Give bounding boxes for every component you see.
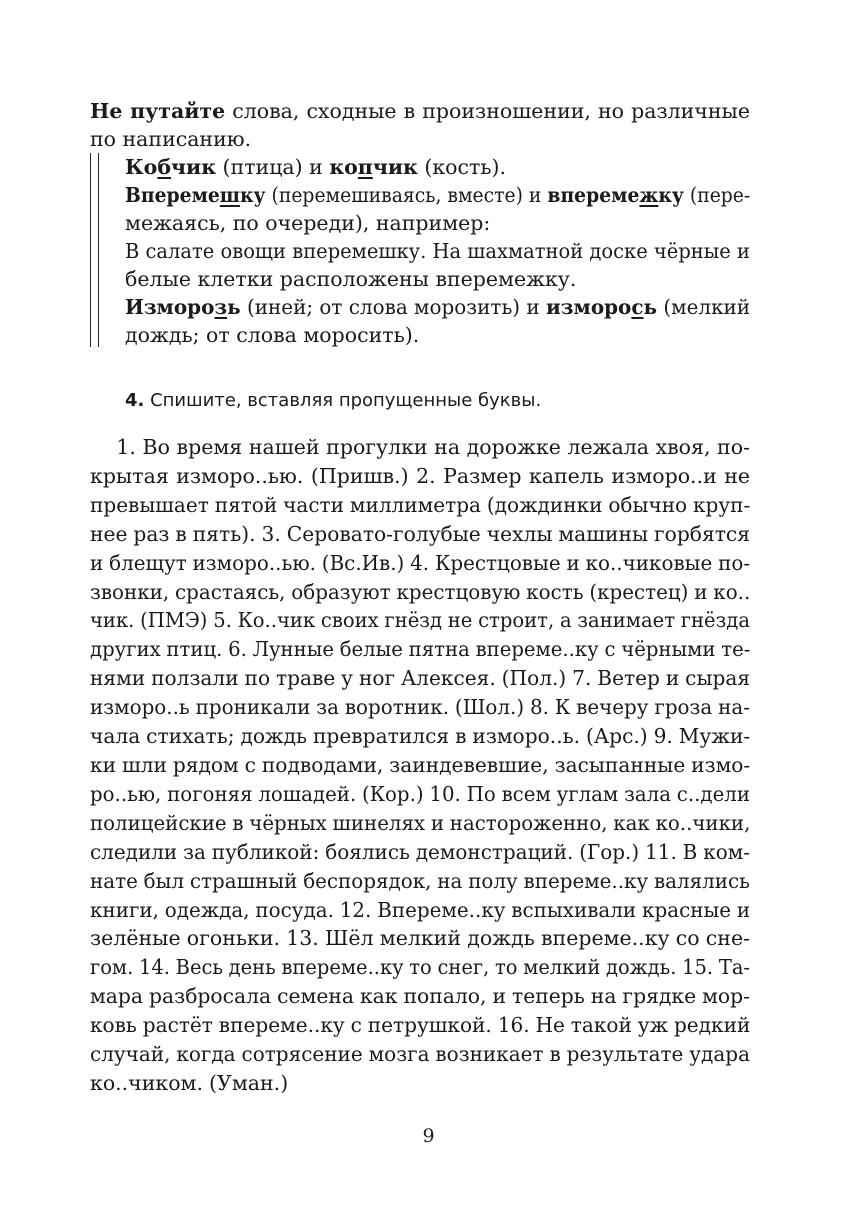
rule-word-pairs: [90, 153, 750, 347]
exercise-line: крытая изморо..ью. (Пришв.) 2. Размер капель изморо..и не: [90, 463, 750, 488]
gloss-kopchik: (кость).: [417, 155, 506, 179]
exercise-line: чала стихать; дождь превратился в изморо..ь. (Арс.) 9. Мужи-: [90, 724, 751, 749]
gloss-izmoros-1: (мелкий: [657, 295, 751, 319]
word-izmoros-end: ь: [643, 295, 658, 319]
exercise-line: 1. Во время нашей прогулки на дорожке лежала хвоя, по-: [90, 435, 750, 459]
word-izmoros-letter: с: [631, 295, 644, 319]
exercise-line: книги, одежда, посуда. 12. Впереме..ку вспыхивали красные и: [90, 897, 751, 922]
word-vperemeshku-letter: ш: [219, 183, 240, 207]
word-izmoroz-end: ь: [227, 295, 241, 319]
exercise-line: нее раз в пять). 3. Серовато-голубые чехлы машины горбятся: [90, 521, 750, 546]
rule-lines: [125, 153, 750, 349]
word-vperemezhku-start: впереме: [547, 183, 640, 207]
word-vperemezhku-letter: ж: [639, 183, 659, 207]
rule-margin-bars: [90, 153, 99, 347]
word-kopchik-letter: п: [357, 155, 373, 179]
word-izmoroz-letter: з: [214, 295, 228, 319]
exercise-line: превышает пятой части миллиметра (дождинки обычно круп-: [90, 492, 751, 517]
word-kopchik-end: чик: [372, 155, 418, 179]
rule-lead-text: слова, сходные в произношении, но различные по написанию.: [90, 99, 750, 151]
gloss-vperemezhku-line: межаясь, по очереди), например:: [125, 211, 491, 235]
rule-note: [90, 97, 750, 153]
word-vperemeshku-start: Впереме: [125, 183, 220, 207]
word-kobchik-end: чик: [171, 155, 217, 179]
word-kopchik-start: ко: [329, 155, 358, 179]
gloss-izmoroz: (иней; от слова морозить) и: [240, 295, 547, 319]
exercise-line: гом. 14. Весь день впереме..ку то снег, то мелкий дождь. 15. Та-: [90, 955, 751, 980]
exercise-text: [90, 433, 750, 1098]
exercise-line: ковь растёт впереме..ку с петрушкой. 16. Не такой уж редкий: [90, 1013, 751, 1038]
word-izmoros-start: изморо: [546, 295, 632, 319]
exercise-line: ки шли рядом с подводами, заиндевевшие, засыпанные измо-: [90, 752, 751, 777]
task-number: 4.: [125, 390, 145, 411]
exercise-line: следили за публикой: боялись демонстраций. (Гор.) 11. В ком-: [90, 839, 750, 864]
word-izmoroz-start: Изморо: [125, 295, 215, 319]
exercise-line: мара разбросала семена как попало, и теперь на грядке мор-: [90, 984, 750, 1009]
example-line-2: белые клетки расположены вперемежку.: [125, 267, 577, 291]
gloss-kobchik: (птица) и: [216, 155, 330, 179]
word-kobchik-letter: б: [157, 155, 172, 179]
pair-kobchik: [125, 153, 750, 181]
exercise-line: нате был страшный беспорядок, на полу впереме..ку валялись: [90, 868, 750, 893]
exercise-line: изморо..ь проникали за воротник. (Шол.) 8. К вечеру гроза на-: [90, 695, 750, 720]
word-vperemezhku-end: ку: [658, 183, 684, 207]
exercise-line: чик. (ПМЭ) 5. Ко..чик своих гнёзд не строит, а занимает гнёзда: [90, 608, 750, 633]
exercise-line: полицейские в чёрных шинелях и настороженно, как ко..чики,: [90, 810, 751, 835]
pair-izmoroz: [125, 293, 750, 321]
task-heading: [125, 387, 750, 415]
exercise-line: и блещут изморо..ью. (Вс.Ив.) 4. Крестцовые и ко..чиковые по-: [90, 550, 751, 575]
exercise-line: звонки, срастаясь, образуют крестцовую кость (крестец) и ко..: [90, 579, 751, 604]
exercise-line: зелёные огоньки. 13. Шёл мелкий дождь впереме..ку со сне-: [90, 926, 750, 951]
exercise-line: других птиц. 6. Лунные белые пятна впереме..ку с чёрными те-: [90, 637, 751, 662]
example-line-1: В салате овощи вперемешку. На шахматной доске чёрные и: [125, 239, 750, 263]
gloss-vperemezhku-1: (пере-: [683, 183, 751, 207]
page-number: 9: [422, 1125, 435, 1147]
pair-vperemeshku: [125, 181, 750, 209]
rule-lead: Не путайте: [90, 99, 226, 123]
task-instruction: Спишите, вставляя пропущенные буквы.: [144, 390, 542, 411]
gloss-vperemeshku: (перемешиваясь, вместе) и: [265, 183, 548, 207]
exercise-line: случай, когда сотрясение мозга возникает в результате удара: [90, 1042, 750, 1067]
exercise-line: ро..ью, погоняя лошадей. (Кор.) 10. По всем углам зала с..дели: [90, 781, 750, 806]
exercise-line: ко..чиком. (Уман.): [90, 1070, 289, 1095]
word-kobchik-start: Ко: [125, 155, 158, 179]
word-vperemeshku-end: ку: [239, 183, 266, 207]
gloss-izmoros-line: дождь; от слова моросить).: [125, 323, 420, 347]
exercise-line: нями ползали по траве у ног Алексея. (Пол.) 7. Ветер и сырая: [90, 666, 751, 691]
